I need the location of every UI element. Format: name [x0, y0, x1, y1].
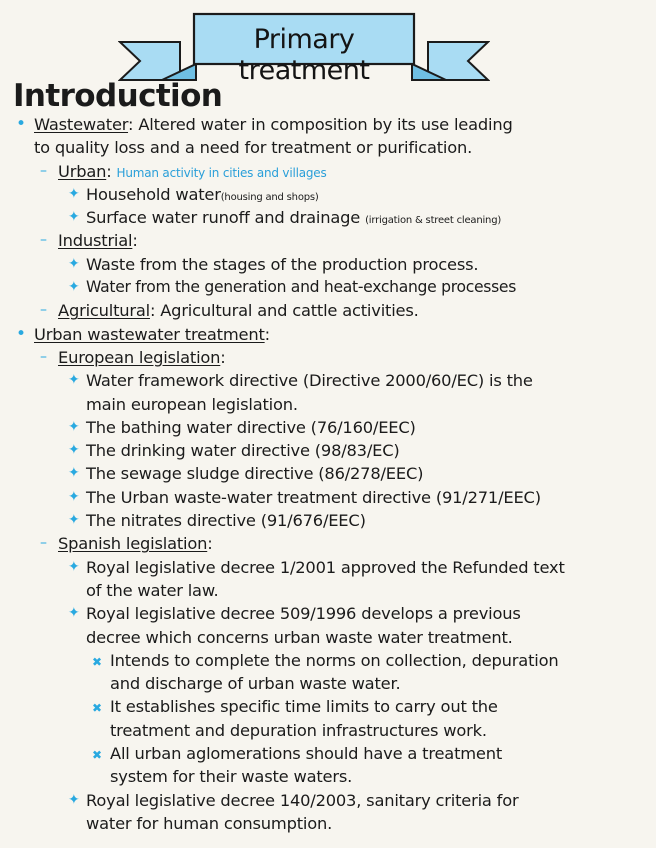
list-item: ✦ Waste from the stages of the production process. [0, 253, 656, 276]
agricultural-term: Agricultural [58, 301, 150, 321]
bullet-star-icon: ✦ [68, 512, 80, 529]
bullet-star-icon: ✦ [68, 791, 80, 808]
uwwt-term: Urban wastewater treatment [34, 324, 265, 344]
wastewater-term: Wastewater [34, 115, 129, 134]
list-item: ✦ The drinking water directive (98/83/EC) [0, 439, 656, 462]
industrial-term: Industrial [58, 231, 133, 251]
urban-line: – Urban: Human activity in cities and villages [0, 160, 656, 183]
european-term: European legislation [58, 347, 221, 367]
agricultural-line: – Agricultural: Agricultural and cattle activities. [0, 299, 656, 322]
bullet-star-icon: ✦ [68, 279, 80, 296]
wastewater-definition-cont: to quality loss and a need for treatment or purification. [34, 138, 473, 158]
sub-list-item: ✖ Intends to complete the norms on collection, depuration [0, 649, 656, 672]
bullet-cross-icon: ✖ [92, 748, 102, 763]
bullet-star-icon: ✦ [68, 418, 80, 435]
list-item: ✦ Royal legislative decree 140/2003, sanitary criteria for [0, 789, 656, 812]
page-title: Primary treatment [238, 24, 370, 86]
european-line: – European legislation: [0, 346, 656, 369]
list-item: ✦ Water from the generation and heat-exchange processes [0, 276, 656, 299]
bullet-cross-icon: ✖ [92, 701, 102, 716]
bullet-star-icon: ✦ [68, 488, 80, 505]
bullet-cross-icon: ✖ [92, 654, 102, 669]
list-item: ✦ The Urban waste-water treatment directive (91/271/EEC) [0, 486, 656, 509]
list-item: ✦ Water framework directive (Directive 2000/60/EC) is the [0, 369, 656, 392]
bullet-dash-icon: – [40, 348, 47, 365]
list-item: ✦ The nitrates directive (91/676/EEC) [0, 509, 656, 532]
notes-body: • Wastewater: Altered water in composition by its use leading to quality loss and a need for treatment or purification. – Urban: Human activity in cities and villages ✦ Household water(housing and shops) ✦ Surface water runoff and drainage (irrigation & street cleaning) – Industrial: ✦ Waste from the stages of the production process. ✦ Water from the generation and heat-exchange processes – Agricultural: Agricultural and cattle activities. • Urban wastewater treatment: – European legislation: ✦ Water framework directive (Directive 2000/60/EC) is the main european legislation. ✦ The bathing water directive (76/160/EEC) ✦ The drinking water directive (98/83/EC) ✦ The sewage sludge directive (86/278/EEC) ✦ The Urban waste-water treatment directive (91/271/EEC) ✦ The nitrates directive (91/676/EEC) – Spanish legislation: ✦ Royal legislative decree 1/2001 approved the Refunded text of the water law. ✦ Royal legislative decree 509/1996 develops a previous decree which concerns urban waste water treatment. ✖ Intends to complete the norms on collection, depuration and discharge of urban waste water. ✖ It establishes specific time limits to carry out the treatment and depuration infrastructures work. ✖ All urban aglomerations should have a treatment system for their waste waters. ✦ Royal legislative decree 140/2003, sanitary criteria for water for human consumption. [0, 113, 656, 835]
list-item: ✦ Royal legislative decree 1/2001 approved the Refunded text [0, 556, 656, 579]
bullet-dot-icon: • [16, 114, 26, 134]
bullet-dash-icon: – [40, 232, 47, 249]
section-heading: Introduction [13, 78, 223, 114]
bullet-star-icon: ✦ [68, 558, 80, 575]
list-item: ✦ The bathing water directive (76/160/EEC) [0, 416, 656, 439]
list-item: ✦ Surface water runoff and drainage (irrigation & street cleaning) [0, 206, 656, 229]
bullet-dash-icon: – [40, 535, 47, 552]
bullet-star-icon: ✦ [68, 185, 80, 202]
bullet-dot-icon: • [16, 323, 26, 344]
urban-note: Human activity in cities and villages [116, 165, 327, 180]
list-item: ✦ Royal legislative decree 509/1996 develops a previous [0, 602, 656, 625]
list-item: ✦ Household water(housing and shops) [0, 183, 656, 206]
sub-list-item: ✖ All urban aglomerations should have a treatment [0, 742, 656, 765]
bullet-star-icon: ✦ [68, 372, 80, 389]
bullet-star-icon: ✦ [68, 442, 80, 459]
urban-term: Urban [58, 161, 107, 181]
bullet-dash-icon: – [40, 162, 47, 179]
spanish-term: Spanish legislation [58, 534, 208, 554]
wastewater-definition: Altered water in composition by its use leading [138, 115, 513, 134]
uwwt-line: • Urban wastewater treatment: [0, 323, 656, 346]
bullet-star-icon: ✦ [68, 605, 80, 622]
bullet-star-icon: ✦ [68, 465, 80, 482]
sub-list-item: ✖ It establishes specific time limits to carry out the [0, 695, 656, 718]
bullet-star-icon: ✦ [68, 255, 80, 272]
title-banner [118, 10, 490, 88]
wastewater-line: • Wastewater: Altered water in composition by its use leading [0, 113, 656, 136]
spanish-line: – Spanish legislation: [0, 532, 656, 555]
industrial-line: – Industrial: [0, 229, 656, 252]
list-item: ✦ The sewage sludge directive (86/278/EEC) [0, 462, 656, 485]
bullet-star-icon: ✦ [68, 209, 80, 226]
bullet-dash-icon: – [40, 302, 47, 319]
